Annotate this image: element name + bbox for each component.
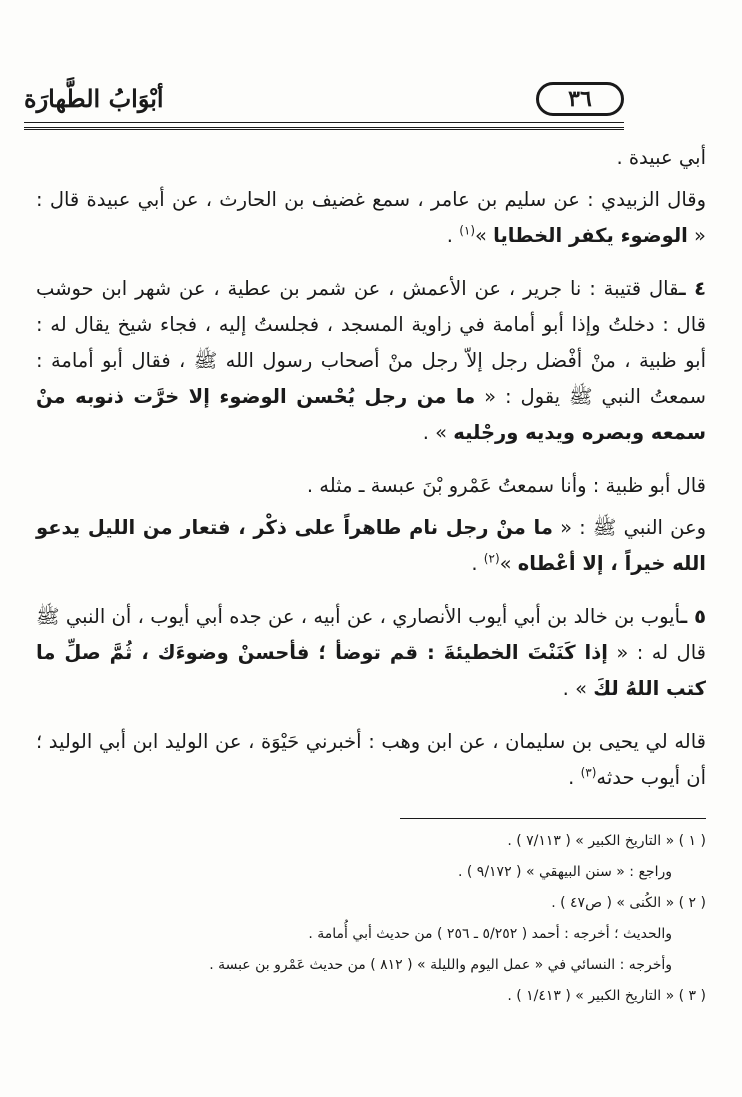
paragraph-end: » . <box>562 677 594 700</box>
quote-close: » <box>499 552 518 575</box>
paragraph-end: . <box>568 766 581 789</box>
paragraph-5 <box>36 510 706 582</box>
paragraph-text: أيوب بن خالد بن أبي أيوب الأنصاري ، عن أبيه ، عن جده أبي أيوب ، أن النبي ﷺ قال له : « <box>36 605 706 664</box>
paragraph-text: قال قتيبة : نا جرير ، عن الأعمش ، عن شمر بن عطية ، عن شهر ابن حوشب قال : دخلتُ وإذا أبو أمامة في زاوية المسجد ، فجلستُ إليه ، فجاء شيخ يقال له : أبو ظبية ، منْ أفْضل رجل إلاّ رجل منْ أصحاب رسول الله ﷺ ، فقال أبو أمامة : سمعتُ النبي ﷺ يقول : « <box>36 277 706 408</box>
header-rule <box>24 122 624 130</box>
hadith-number: ٤ ـ <box>678 277 706 300</box>
paragraph-6 <box>36 599 706 707</box>
footnote-2-note-a: والحديث ؛ أخرجه : أحمد ( ٥/٢٥٢ ـ ٢٥٦ ) من حديث أبي أُمامة . <box>308 926 672 942</box>
page-header <box>24 82 624 118</box>
hadith-quote: ما منْ رجل نام طاهراً على ذكْر ، فتعار من الليل يدعو الله خيراً ، إلا أعْطاه <box>36 516 706 575</box>
paragraph-4 <box>36 468 706 504</box>
hadith-quote: إذا كَنَنْتَ الخطيئةَ : قم توضأ ؛ فأحسنْ وضوءَك ، ثُمَّ صلِّ ما كتب اللهُ لكَ <box>36 641 706 700</box>
footnote-2: ( ٢ ) « الكُنى » ( ص٤٧ ) . <box>551 895 706 911</box>
paragraph-text: قاله لي يحيى بن سليمان ، عن ابن وهب : أخبرني حَيْوَة ، عن الوليد ابن أبي الوليد ؛ أن أيوب حدثه <box>36 730 706 789</box>
paragraph-end: . <box>471 552 484 575</box>
quote-close: » <box>475 224 494 247</box>
footnote-1: ( ١ ) « التاريخ الكبير » ( ٧/١١٣ ) . <box>507 833 706 849</box>
footnote-1-note: وراجع : « سنن البيهقي » ( ٩/١٧٢ ) . <box>457 864 672 880</box>
footnote-3: ( ٣ ) « التاريخ الكبير » ( ١/٤١٣ ) . <box>507 988 706 1004</box>
main-text <box>36 140 706 813</box>
paragraph-2 <box>36 182 706 254</box>
running-title: أبْوَابُ الطَّهارَة <box>24 84 164 113</box>
footnote-ref[interactable]: (٣) <box>580 765 597 780</box>
hadith-number: ٥ ـ <box>680 605 706 628</box>
paragraph-end: . <box>446 224 460 247</box>
footnote-divider <box>400 818 706 819</box>
paragraph-7 <box>36 724 706 796</box>
footnote-2-note-b: وأخرجه : النسائي في « عمل اليوم والليلة » ( ٨١٢ ) من حديث عَمْرو بن عبسة . <box>209 957 672 973</box>
paragraph-text: وقال الزبيدي : عن سليم بن عامر ، سمع غضيف بن الحارث ، عن أبي عبيدة قال : « <box>36 188 706 247</box>
page-number: ٣٦ <box>536 82 624 116</box>
paragraph-text: قال أبو ظبية : وأنا سمعتُ عَمْرو بْنَ عبسة ـ مثله . <box>306 474 706 497</box>
paragraph-3 <box>36 271 706 451</box>
paragraph-text: وعن النبي ﷺ : « <box>552 516 707 539</box>
hadith-quote: الوضوء يكفر الخطايا <box>493 224 688 247</box>
paragraph-end: » . <box>422 421 454 444</box>
paragraph-text: أبي عبيدة . <box>616 146 706 169</box>
paragraph-1 <box>36 140 706 176</box>
footnotes <box>100 826 706 1012</box>
footnote-ref[interactable]: (١) <box>459 223 476 238</box>
hadith-quote: ما من رجل يُحْسن الوضوء إلا خرَّت ذنوبه منْ سمعه وبصره ويديه ورجْليه <box>36 385 706 444</box>
footnote-ref[interactable]: (٢) <box>483 551 500 566</box>
